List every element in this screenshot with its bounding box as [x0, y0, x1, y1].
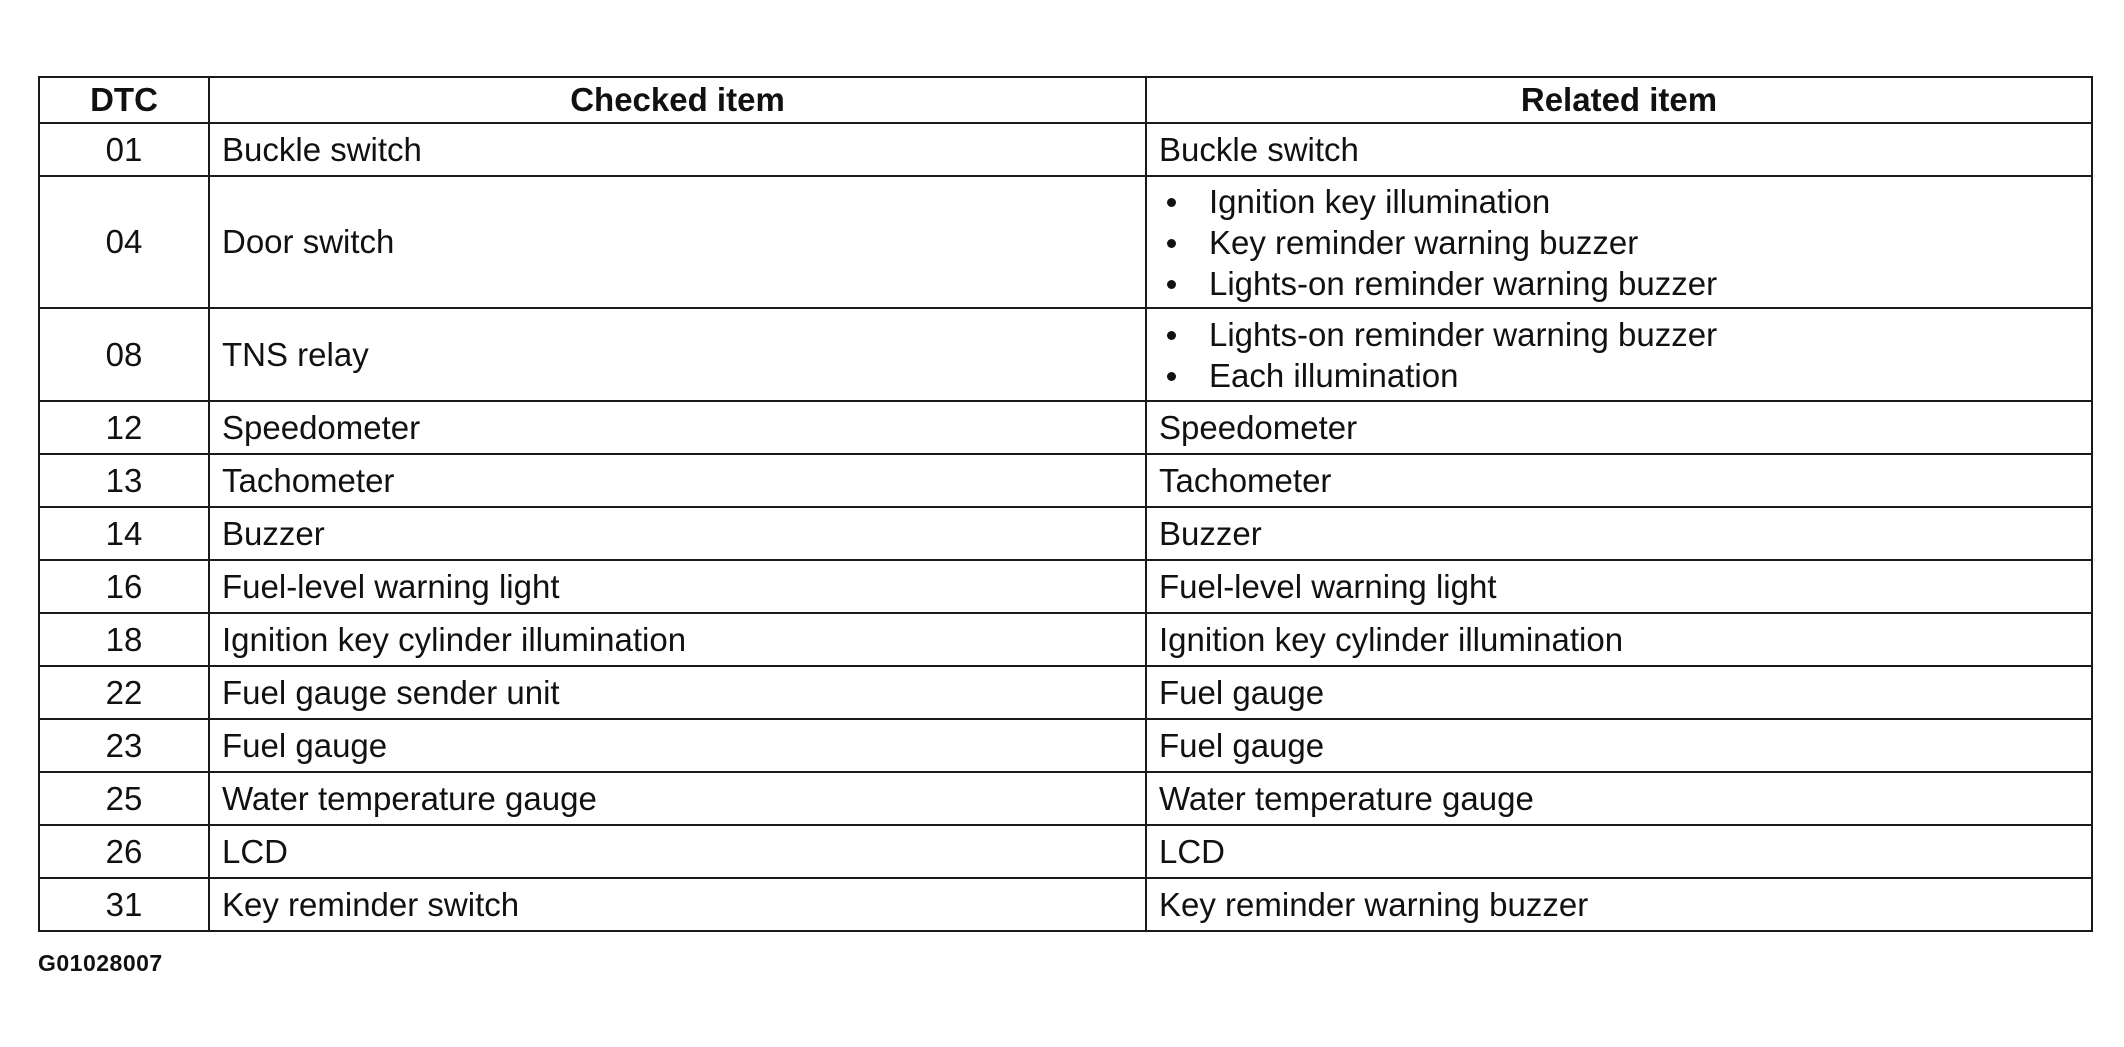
related-item: Each illumination	[1163, 355, 2091, 396]
related-item: Fuel-level warning light	[1146, 560, 2092, 613]
related-item: Buzzer	[1146, 507, 2092, 560]
checked-item: Key reminder switch	[209, 878, 1146, 931]
checked-item: Water temperature gauge	[209, 772, 1146, 825]
related-item: Fuel gauge	[1146, 666, 2092, 719]
related-item: Ignition key cylinder illumination	[1146, 613, 2092, 666]
table-row	[39, 123, 2092, 176]
header-dtc: DTC	[39, 77, 209, 123]
dtc-code: 01	[39, 123, 209, 176]
dtc-code: 14	[39, 507, 209, 560]
related-item: Tachometer	[1146, 454, 2092, 507]
related-item: Water temperature gauge	[1146, 772, 2092, 825]
checked-item: Fuel gauge sender unit	[209, 666, 1146, 719]
checked-item: LCD	[209, 825, 1146, 878]
related-item: Speedometer	[1146, 401, 2092, 454]
table-row	[39, 825, 2092, 878]
related-item: Key reminder warning buzzer	[1163, 222, 2091, 263]
checked-item: TNS relay	[209, 308, 1146, 401]
checked-item: Buckle switch	[209, 123, 1146, 176]
dtc-code: 22	[39, 666, 209, 719]
dtc-code: 25	[39, 772, 209, 825]
related-item: Key reminder warning buzzer	[1146, 878, 2092, 931]
related-item: Lights-on reminder warning buzzer	[1163, 263, 2091, 304]
checked-item: Fuel gauge	[209, 719, 1146, 772]
table-row	[39, 772, 2092, 825]
table-row	[39, 560, 2092, 613]
related-item-list	[1147, 314, 2091, 396]
dtc-table	[38, 76, 2093, 932]
checked-item: Tachometer	[209, 454, 1146, 507]
checked-item: Ignition key cylinder illumination	[209, 613, 1146, 666]
dtc-code: 26	[39, 825, 209, 878]
dtc-code: 13	[39, 454, 209, 507]
table-row	[39, 719, 2092, 772]
header-row	[39, 77, 2092, 123]
dtc-code: 08	[39, 308, 209, 401]
dtc-code: 31	[39, 878, 209, 931]
checked-item: Door switch	[209, 176, 1146, 308]
table-row	[39, 878, 2092, 931]
table-row	[39, 308, 2092, 401]
checked-item: Speedometer	[209, 401, 1146, 454]
related-item: Fuel gauge	[1146, 719, 2092, 772]
related-item-list-cell	[1146, 176, 2092, 308]
table-row	[39, 613, 2092, 666]
table-row	[39, 176, 2092, 308]
figure-code: G01028007	[38, 950, 163, 976]
dtc-code: 23	[39, 719, 209, 772]
table-row	[39, 666, 2092, 719]
dtc-code: 04	[39, 176, 209, 308]
header-related-item: Related item	[1146, 77, 2092, 123]
dtc-code: 18	[39, 613, 209, 666]
related-item-list-cell	[1146, 308, 2092, 401]
related-item-list	[1147, 181, 2091, 304]
related-item: Lights-on reminder warning buzzer	[1163, 314, 2091, 355]
dtc-code: 12	[39, 401, 209, 454]
related-item: Ignition key illumination	[1163, 181, 2091, 222]
table-row	[39, 401, 2092, 454]
checked-item: Fuel-level warning light	[209, 560, 1146, 613]
related-item: Buckle switch	[1146, 123, 2092, 176]
header-checked-item: Checked item	[209, 77, 1146, 123]
related-item: LCD	[1146, 825, 2092, 878]
checked-item: Buzzer	[209, 507, 1146, 560]
table-row	[39, 507, 2092, 560]
dtc-code: 16	[39, 560, 209, 613]
table-row	[39, 454, 2092, 507]
